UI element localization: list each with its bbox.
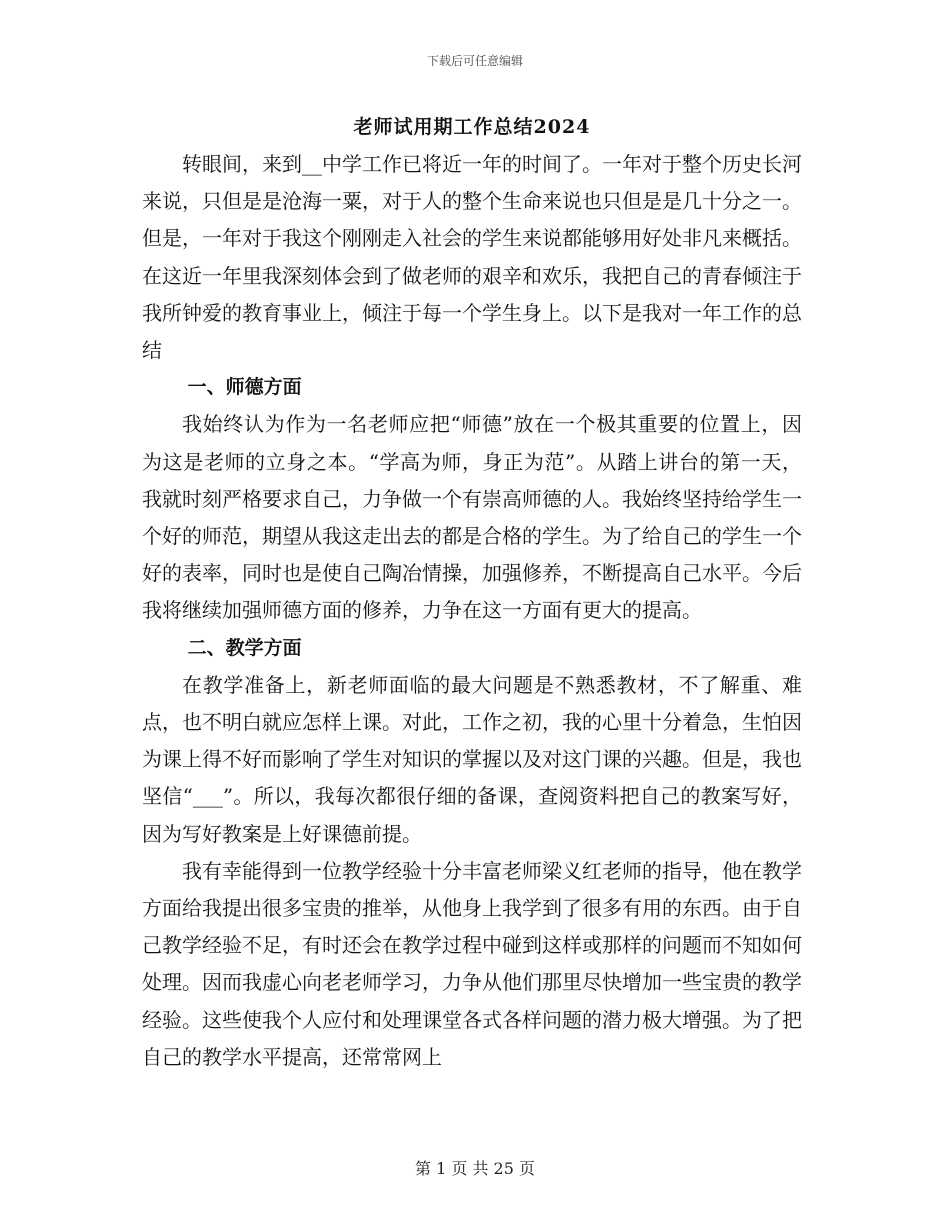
document-title: 老师试用期工作总结2024 — [353, 116, 591, 138]
ethics-paragraph: 我始终认为作为一名老师应把“师德”放在一个极其重要的位置上，因为这是老师的立身之本。“学高为师，身正为范”。从踏上讲台的第一天，我就时刻严格要求自己，力争做一个有崇高师德的人。我始终坚持给学生一个好的师范，期望从我这走出去的都是合格的学生。为了给自己的学生一个好的表率，同时也是使自己陶冶情操，加强修养，不断提高自己水平。今后我将继续加强师德方面的修养，力争在这一方面有更大的提高。 — [142, 412, 802, 623]
teaching-paragraph-1: 在教学准备上，新老师面临的最大问题是不熟悉教材，不了解重、难点，也不明白就应怎样上课。对此，工作之初，我的心里十分着急，生怕因为课上得不好而影响了学生对知识的掌握以及对这门课的兴趣。但是，我也坚信“___”。所以，我每次都很仔细的备课，查阅资料把自己的教案写好，因为写好教案是上好课德前提。 — [142, 672, 802, 846]
header-note: 下载后可任意编辑 — [426, 54, 523, 68]
intro-paragraph: 转眼间，来到__中学工作已将近一年的时间了。一年对于整个历史长河来说，只但是是沧海一粟，对于人的整个生命来说也只但是是几十分之一。但是，一年对于我这个刚刚走入社会的学生来说都能够用好处非凡来概括。在这近一年里我深刻体会到了做老师的艰辛和欢乐，我把自己的青春倾注于我所钟爱的教育事业上，倾注于每一个学生身上。以下是我对一年工作的总结 — [142, 152, 802, 363]
document-body — [142, 108, 802, 1076]
teaching-paragraph-2: 我有幸能得到一位教学经验十分丰富老师梁义红老师的指导，他在教学方面给我提出很多宝贵的推举，从他身上我学到了很多有用的东西。由于自己教学经验不足，有时还会在教学过程中碰到这样或那样的问题而不知如何处理。因而我虚心向老老师学习，力争从他们那里尽快增加一些宝贵的教学经验。这些使我个人应付和处理课堂各式各样问题的潜力极大增强。为了把自己的教学水平提高，还常常网上 — [142, 858, 802, 1069]
section-heading-teaching: 二、教学方面 — [187, 636, 302, 659]
page-number: 第 1 页 共 25 页 — [415, 1159, 535, 1178]
section-heading-ethics: 一、师德方面 — [187, 376, 302, 399]
